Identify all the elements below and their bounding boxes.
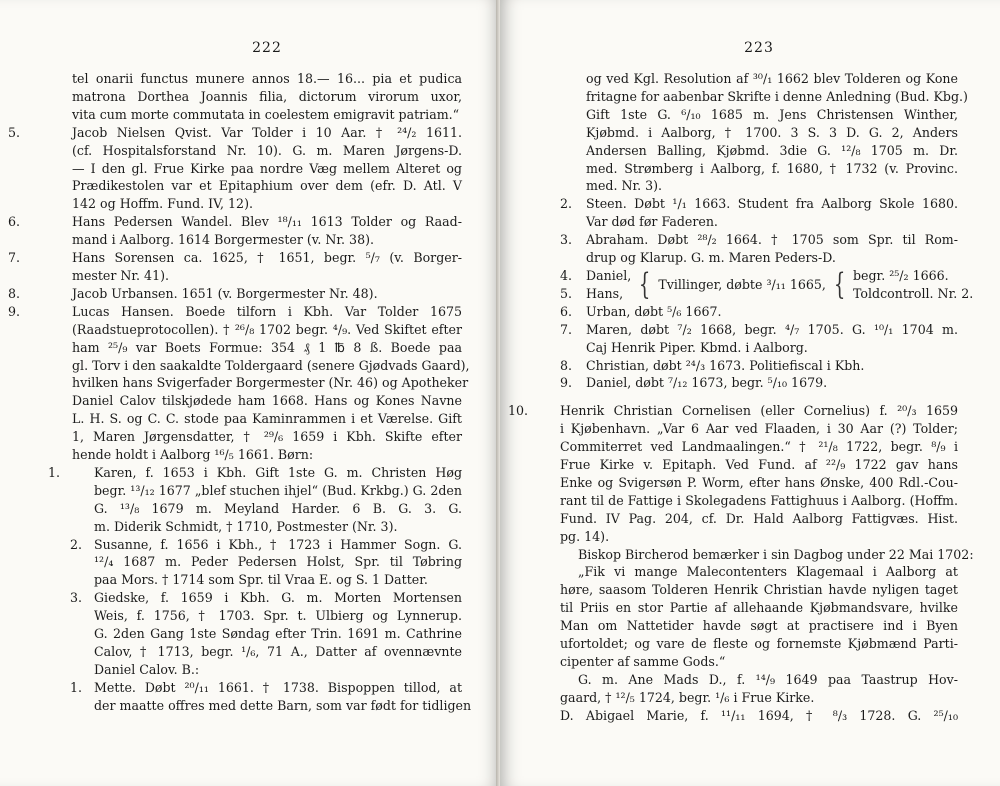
text-line: Mette. Døbt ²⁰/₁₁ 1661. † 1738. Bispoppen tillod, at	[94, 679, 462, 695]
entry-number: 9.	[8, 303, 21, 319]
text-line: ham ²⁵/₉ var Boets Formue: 354 ₰ 1 ℔ 8 ß. Boede paa	[72, 339, 462, 355]
entry-8	[8, 285, 462, 303]
child-number: 1.	[48, 464, 61, 480]
entry-number: 8.	[8, 285, 21, 301]
child-1-karen	[48, 464, 462, 536]
text-line: gaard, † ¹²/₅ 1724, begr. ¹/₆ i Frue Kirke.	[560, 689, 815, 705]
text-line: Biskop Bircherod bemærker i sin Dagbog under 22 Mai 1702:	[578, 546, 974, 562]
child-9-daniel	[560, 374, 958, 392]
entry-number: 7.	[8, 250, 21, 266]
text-line: med. Strømberg i Aalborg, f. 1680, † 1732 (v. Provinc.	[586, 160, 958, 176]
child-2-susanne	[72, 536, 462, 590]
text-line: Hans Sorensen ca. 1625, † 1651, begr. ⁵/₇ (v. Borger-	[72, 250, 462, 266]
entry-7	[8, 249, 462, 285]
text-line: der maatte offres med dette Barn, som var født for tidligen	[94, 697, 472, 713]
text-line: Prædikestolen var et Epitaphium over dem (efr. D. Atl. V	[72, 178, 462, 194]
child-1-mette	[70, 679, 472, 715]
child-number: 3.	[70, 590, 83, 606]
text-line: Weis, f. 1756, † 1703. Spr. t. Ulbierg og Lynnerup.	[94, 608, 462, 624]
twin-name-daniel: Daniel,	[586, 267, 632, 283]
text-line: tel onarii functus munere annos 18.— 16... pia et pudica	[72, 71, 462, 86]
text-line: mester Nr. 41).	[72, 267, 169, 283]
twins-note: Tvillinger, døbte ³/₁₁ 1665,	[658, 276, 826, 292]
text-line: (cf. Hospitalsforstand Nr. 10). G. m. Maren Jørgens-D.	[72, 142, 462, 158]
text-line: med. Nr. 3).	[586, 178, 663, 194]
child-7-maren	[560, 321, 958, 357]
text-line: i Kjøbenhavn. „Var 6 Aar ved Flaaden, i 30 Aar (?) Tolder;	[560, 421, 958, 437]
text-line: Fund. IV Pag. 204, cf. Dr. Hald Aalborg Fattigvæs. Hist.	[560, 510, 958, 526]
brace-symbol: {	[639, 266, 651, 302]
entry-number: 5.	[8, 124, 21, 140]
text-line: 142 og Hoffm. Fund. IV, 12).	[72, 196, 253, 212]
child-3-abraham	[560, 231, 958, 267]
text-line: Maren, døbt ⁷/₂ 1668, begr. ⁴/₇ 1705. G. ¹⁰/₁ 1704 m.	[586, 321, 958, 337]
text-line: Susanne, f. 1656 i Kbh., † 1723 i Hammer Sogn. G.	[94, 536, 462, 552]
text-line: Jacob Urbansen. 1651 (v. Borgermester Nr. 48).	[72, 285, 378, 301]
text-line: Jacob Nielsen Qvist. Var Tolder i 10 Aar. † ²⁴/₂ 1611.	[72, 124, 462, 140]
text-line: 1, Maren Jørgensdatter, † ²⁹/₆ 1659 i Kbh. Skifte efter	[72, 429, 462, 445]
text-line: G. m. Ane Mads D., f. ¹⁴/₉ 1649 paa Taastrup Hov-	[578, 671, 958, 687]
child-number: 2.	[560, 196, 573, 212]
child-8-christian	[560, 357, 958, 375]
text-line: Karen, f. 1653 i Kbh. Gift 1ste G. m. Christen Høg	[94, 464, 462, 480]
text-line: Hans Pedersen Wandel. Blev ¹⁸/₁₁ 1613 Tolder og Raad-	[72, 214, 462, 230]
entry-number: 10.	[508, 403, 529, 419]
text-line: ufortoldet; og vare de fleste og fornemste Kjøbmænd Parti-	[560, 636, 958, 652]
child-6-urban	[560, 303, 958, 321]
text-line: L. H. S. og C. C. stode paa Kaminrammen i et Værelse. Gift	[72, 411, 462, 427]
text-line: rant til de Fattige i Skolegadens Fattighuus i Aalborg. (Hoffm.	[560, 492, 958, 508]
text-line: ¹²/₄ 1687 m. Peder Pedersen Holst, Spr. til Tøbring	[94, 554, 462, 570]
intro-block	[72, 70, 462, 124]
text-line: Commiterret ved Landmaalingen.“ † ²¹/₈ 1722, begr. ⁸/₉ i	[560, 439, 958, 455]
text-line: D. Abigael Marie, f. ¹¹/₁₁ 1694, † ⁸/₃ 1728. G. ²⁵/₁₀	[560, 707, 958, 723]
text-line: Abraham. Døbt ²⁸/₂ 1664. † 1705 som Spr. til Rom-	[586, 232, 958, 248]
text-line: matrona Dorthea Joannis filia, dictorum virorum uxor,	[72, 88, 462, 104]
right-page	[500, 0, 1000, 786]
text-line: Var død før Faderen.	[586, 214, 718, 230]
text-line: Daniel Calov. B.:	[94, 661, 200, 677]
text-line: Caj Henrik Piper. Kbmd. i Aalborg.	[586, 339, 808, 355]
child-3-giedske	[72, 589, 462, 679]
twin-detail: begr. ²⁵/₂ 1666.	[852, 267, 949, 283]
text-line: pg. 14).	[560, 528, 610, 544]
child-number: 3.	[560, 232, 573, 248]
child-number: 7.	[560, 321, 573, 337]
text-line: „Fik vi mange Malecontenters Klagemaal i Aalborg at	[578, 564, 958, 580]
text-line: Andersen Balling, Kjøbmd. 3die G. ¹²/₈ 1705 m. Dr.	[586, 142, 958, 158]
text-line: Daniel Calov tilskjødede ham 1668. Hans og Kones Navne	[72, 393, 462, 409]
text-line: drup og Klarup. G. m. Maren Peders-D.	[586, 250, 836, 266]
text-line: cipenter af samme Gods.“	[560, 654, 726, 669]
child-number: 4.	[560, 267, 573, 283]
continuation-block	[560, 70, 968, 195]
text-line: begr. ¹³/₁₂ 1677 „blef stuchen ihjel“ (Bud. Krkbg.) G. 2den	[94, 482, 462, 498]
text-line: Urban, døbt ⁵/₆ 1667.	[586, 303, 722, 319]
child-2-steen	[560, 195, 958, 231]
child-number: 6.	[560, 303, 573, 319]
text-line: Man om Nattetider havde søgt at practisere ind i Byen	[560, 618, 958, 634]
text-line: Frue Kirke v. Epitaph. Ved Fund. af ²²/₉ 1722 gav hans	[560, 457, 958, 473]
twins-block	[560, 266, 974, 303]
page-number-left: 222	[252, 40, 282, 56]
text-line: fritagne for aabenbar Skrifte i denne Anledning (Bud. Kbg.)	[586, 88, 968, 104]
text-line: Enke og Svigersøn P. Worm, efter hans Ønske, 400 Rdl.-Cou-	[560, 474, 958, 490]
text-line: Lucas Hansen. Boede tilforn i Kbh. Var Tolder 1675	[72, 303, 462, 319]
text-line: paa Mors. † 1714 som Spr. til Vraa E. og S. 1 Datter.	[94, 572, 428, 588]
twin-detail: Toldcontroll. Nr. 2.	[852, 285, 974, 301]
text-line: — I den gl. Frue Kirke paa nordre Væg mellem Alteret og	[72, 160, 462, 176]
child-number: 9.	[560, 375, 573, 391]
entry-9	[8, 303, 470, 464]
child-number: 1.	[70, 679, 83, 695]
page-number-right: 223	[744, 40, 774, 56]
text-line: hvilken hans Svigerfader Borgermester (Nr. 46) og Apotheker	[72, 375, 469, 391]
entry-6	[8, 213, 462, 249]
text-line: m. Diderik Schmidt, † 1710, Postmester (Nr. 3).	[94, 518, 398, 534]
entry-5	[8, 124, 462, 214]
brace-symbol: {	[833, 266, 846, 302]
text-line: G. ¹³/₈ 1679 m. Meyland Harder. 6 B. G. 3. G.	[94, 500, 462, 516]
text-line: og ved Kgl. Resolution af ³⁰/₁ 1662 blev Tolderen og Kone	[586, 71, 958, 86]
text-line: Henrik Christian Cornelisen (eller Cornelius) f. ²⁰/₃ 1659	[560, 403, 958, 419]
entry-10	[508, 402, 974, 724]
text-line: Kjøbmd. i Aalborg, † 1700. 3 S. 3 D. G. 2, Anders	[586, 124, 958, 140]
text-line: vita cum morte commutata in coelestem emigravit patriam.“	[72, 106, 460, 122]
child-number: 8.	[560, 357, 573, 373]
text-line: gl. Torv i den saakaldte Toldergaard (senere Gjødvads Gaard),	[72, 357, 470, 373]
text-line: Daniel, døbt ⁷/₁₂ 1673, begr. ⁵/₁₀ 1679.	[586, 375, 828, 391]
text-line: Giedske, f. 1659 i Kbh. G. m. Morten Mortensen	[94, 590, 462, 606]
text-line: høre, saasom Tolderen Henrik Christian havde nyligen taget	[560, 582, 958, 598]
text-line: Gift 1ste G. ⁶/₁₀ 1685 m. Jens Christensen Winther,	[586, 106, 958, 122]
text-line: Steen. Døbt ¹/₁ 1663. Student fra Aalborg Skole 1680.	[586, 196, 958, 212]
text-line: til Priis en stor Partie af allehaande Kjøbmandsvare, hvilke	[560, 600, 958, 616]
child-number: 5.	[560, 285, 573, 301]
text-line: G. 2den Gang 1ste Søndag efter Trin. 1691 m. Cathrine	[94, 626, 462, 642]
text-line: (Raadstueprotocollen). † ²⁶/₈ 1702 begr. ⁴/₉. Ved Skiftet efter	[72, 321, 462, 337]
child-number: 2.	[70, 536, 83, 552]
text-line: Christian, døbt ²⁴/₃ 1673. Politiefiscal i Kbh.	[586, 357, 865, 373]
entry-number: 6.	[8, 214, 21, 230]
text-line: Calov, † 1713, begr. ¹/₆, 71 A., Datter af ovennævnte	[94, 644, 462, 659]
text-line: mand i Aalborg. 1614 Borgermester (v. Nr. 38).	[72, 232, 375, 248]
text-line: hende holdt i Aalborg ¹⁶/₅ 1661. Børn:	[72, 447, 314, 463]
twin-name-hans: Hans,	[586, 285, 624, 301]
